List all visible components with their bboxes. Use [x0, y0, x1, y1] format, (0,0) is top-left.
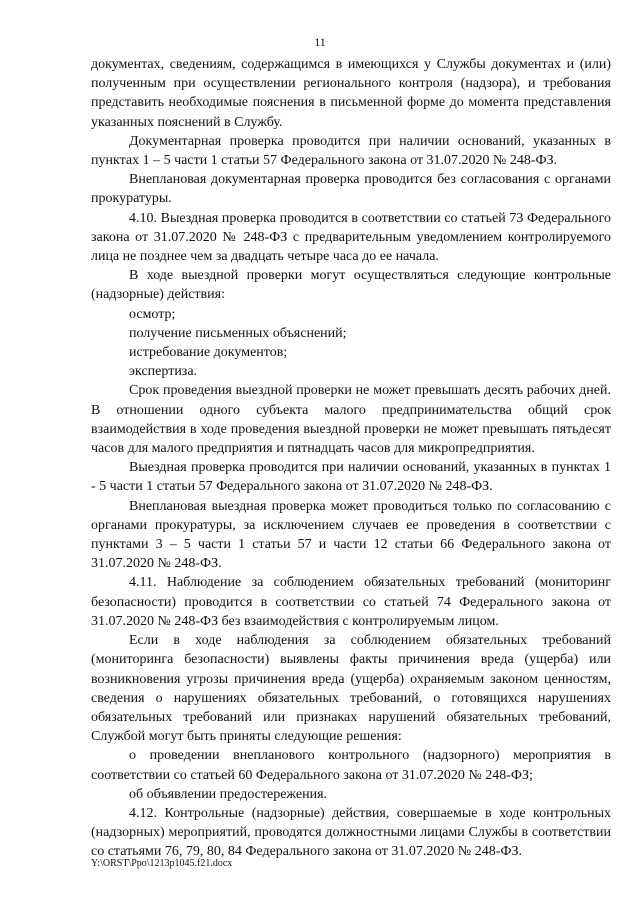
- page-number: 11: [314, 35, 326, 49]
- paragraph: об объявлении предостережения.: [129, 786, 328, 802]
- paragraph: Внеплановая выездная проверка может проводиться только по согласованию с органами прокуратуры, за исключением случаев ее проведения в соответствии с пунктами 3 – 5 части 1 статьи 57 и части 12 статьи 66 Федерального закона от 31.07.2020 № 248-ФЗ.: [91, 498, 611, 572]
- paragraph-continuation: документах, сведениям, содержащимся в имеющихся у Службы документах и (или) полученным при осуществлении регионального контроля (надзора), и требования представить необходимые пояснения в письменной форме до момента представления указанных пояснений в Службу.: [91, 57, 611, 130]
- list-item: истребование документов;: [129, 345, 288, 361]
- section-4-10-paragraph: 4.10. Выездная проверка проводится в соответствии со статьей 73 Федерального закона от 31.07.2020 № 248-ФЗ с предварительным уведомлением контролируемого лица не позднее чем за двадцать четыре часа до ее начала.: [91, 210, 611, 265]
- section-4-11-paragraph: 4.11. Наблюдение за соблюдением обязательных требований (мониторинг безопасности) проводится в соответствии со статьей 74 Федерального закона от 31.07.2020 № 248-ФЗ без взаимодействия с контролируемым лицом.: [91, 575, 611, 629]
- section-4-12-paragraph: 4.12. Контрольные (надзорные) действия, совершаемые в ходе контрольных (надзорных) мероприятий, проводятся должностными лицами Службы в соответствии со статьями 76, 79, 80, 84 Федерального закона от 31.07.2020 № 248-ФЗ.: [91, 805, 611, 860]
- paragraph: Внеплановая документарная проверка проводится без согласования с органами прокуратуры.: [91, 172, 611, 207]
- list-item: осмотр;: [129, 306, 176, 322]
- footer-file-path: Y:\ORST\Ppo\1213p1045.f21.docx: [91, 858, 233, 869]
- paragraph: Выездная проверка проводится при наличии оснований, указанных в пунктах 1 - 5 части 1 статьи 57 Федерального закона от 31.07.2020 № 248-ФЗ.: [91, 460, 611, 495]
- paragraph: Документарная проверка проводится при наличии оснований, указанных в пунктах 1 – 5 части 1 статьи 57 Федерального закона от 31.07.2020 № 248-ФЗ.: [91, 133, 611, 169]
- list-item: экспертиза.: [129, 364, 198, 380]
- paragraph: Срок проведения выездной проверки не может превышать десять рабочих дней. В отношении одного субъекта малого предпринимательства общий срок взаимодействия в ходе проведения выездной проверки не может превышать пятьдесят часов для малого предприятия и пятнадцать часов для микропредприятия.: [91, 383, 611, 457]
- paragraph: В ходе выездной проверки могут осуществляться следующие контрольные (надзорные) действия:: [91, 268, 611, 303]
- paragraph: Если в ходе наблюдения за соблюдением обязательных требований (мониторинга безопасности) выявлены факты причинения вреда (ущерба) или возникновения угрозы причинения вреда (ущерба) охраняемым законом ценностям, сведения о нарушениях обязательных требований, о готовящихся нарушениях обязательных требований или признаках нарушений обязательных требований, Службой могут быть приняты следующие решения:: [91, 633, 611, 745]
- list-item: получение письменных объяснений;: [129, 325, 347, 341]
- paragraph: о проведении внепланового контрольного (надзорного) мероприятия в соответствии со статьей 60 Федерального закона от 31.07.2020 № 248-ФЗ;: [91, 748, 611, 783]
- document-body: [91, 55, 611, 862]
